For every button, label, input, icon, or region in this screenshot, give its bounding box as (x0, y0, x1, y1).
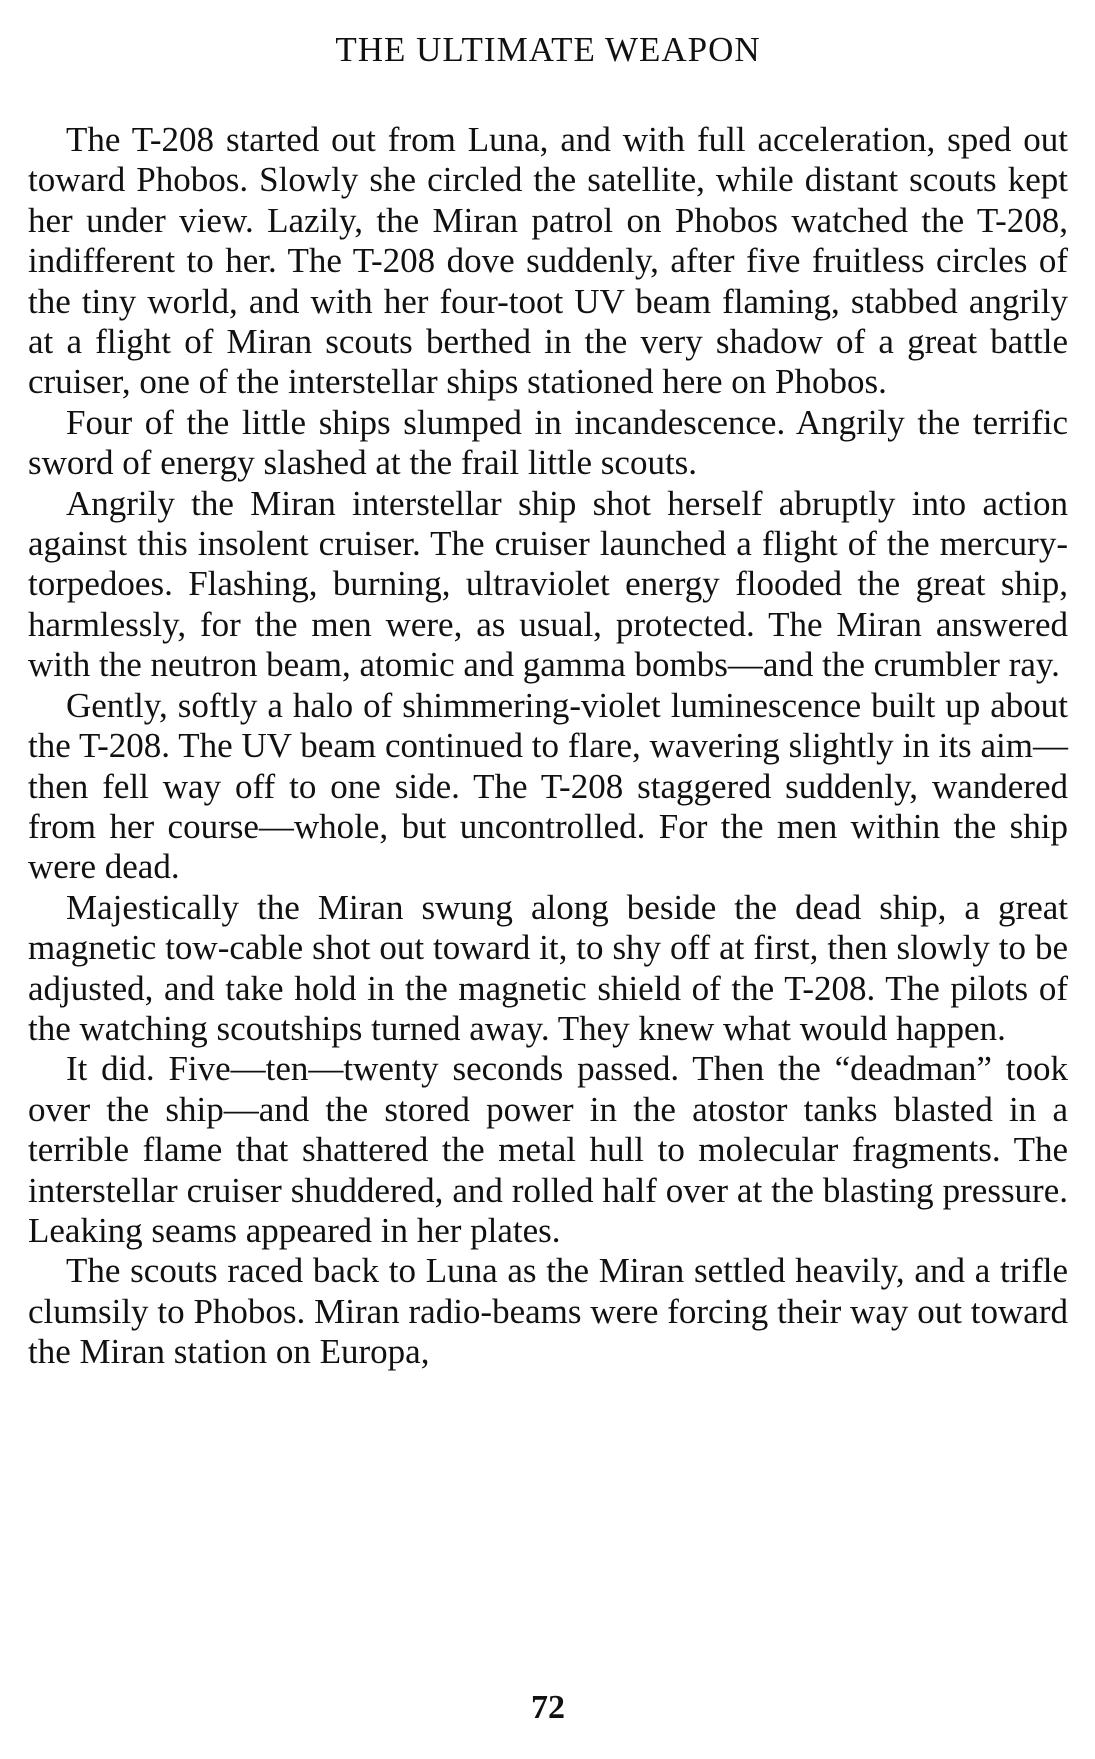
body-text (28, 120, 1068, 1373)
paragraph-4: Gently, softly a halo of shimmering-violet luminescence built up about the T-208. The UV beam continued to flare, wavering slightly in its aim—then fell way off to one side. The T-208 staggered suddenly, wandered from her course—whole, but uncontrolled. For the men within the ship were dead. (28, 685, 1068, 887)
paragraph-1: The T-208 started out from Luna, and with full acceleration, sped out toward Phobos. Slowly she circled the satellite, while distant scouts kept her under view. Lazily, the Miran patrol on Phobos watched the T-208, indifferent to her. The T-208 dove suddenly, after five fruitless circles of the tiny world, and with her four-toot UV beam flaming, stabbed angrily at a flight of Miran scouts berthed in the very shadow of a great battle cruiser, one of the interstellar ships stationed here on Phobos. (28, 120, 1068, 402)
paragraph-5: Majestically the Miran swung along beside the dead ship, a great magnetic tow-cable shot out toward it, to shy off at first, then slowly to be adjusted, and take hold in the magnetic shield of the T-208. The pilots of the watching scoutships turned away. They knew what would happen. (28, 887, 1068, 1048)
paragraph-3: Angrily the Miran interstellar ship shot herself abruptly into action against this insolent cruiser. The cruiser launched a flight of the mercury-torpedoes. Flashing, burning, ultraviolet energy flooded the great ship, harmlessly, for the men were, as usual, protected. The Miran answered with the neutron beam, atomic and gamma bombs—and the crumbler ray. (28, 483, 1068, 685)
running-title: THE ULTIMATE WEAPON (335, 30, 761, 69)
paragraph-2: Four of the little ships slumped in incandescence. Angrily the terrific sword of energy slashed at the frail little scouts. (28, 402, 1068, 483)
page-number: 72 (531, 1689, 565, 1726)
paragraph-6: It did. Five—ten—twenty seconds passed. Then the “deadman” took over the ship—and the stored power in the atostor tanks blasted in a terrible flame that shattered the metal hull to molecular fragments. The interstellar cruiser shuddered, and rolled half over at the blasting pressure. Leaking seams appeared in her plates. (28, 1049, 1068, 1250)
paragraph-7: The scouts raced back to Luna as the Miran settled heavily, and a trifle clumsily to Phobos. Miran radio-beams were forcing their way out toward the Miran station on Europa, (28, 1251, 1068, 1372)
book-page (28, 0, 1068, 1759)
